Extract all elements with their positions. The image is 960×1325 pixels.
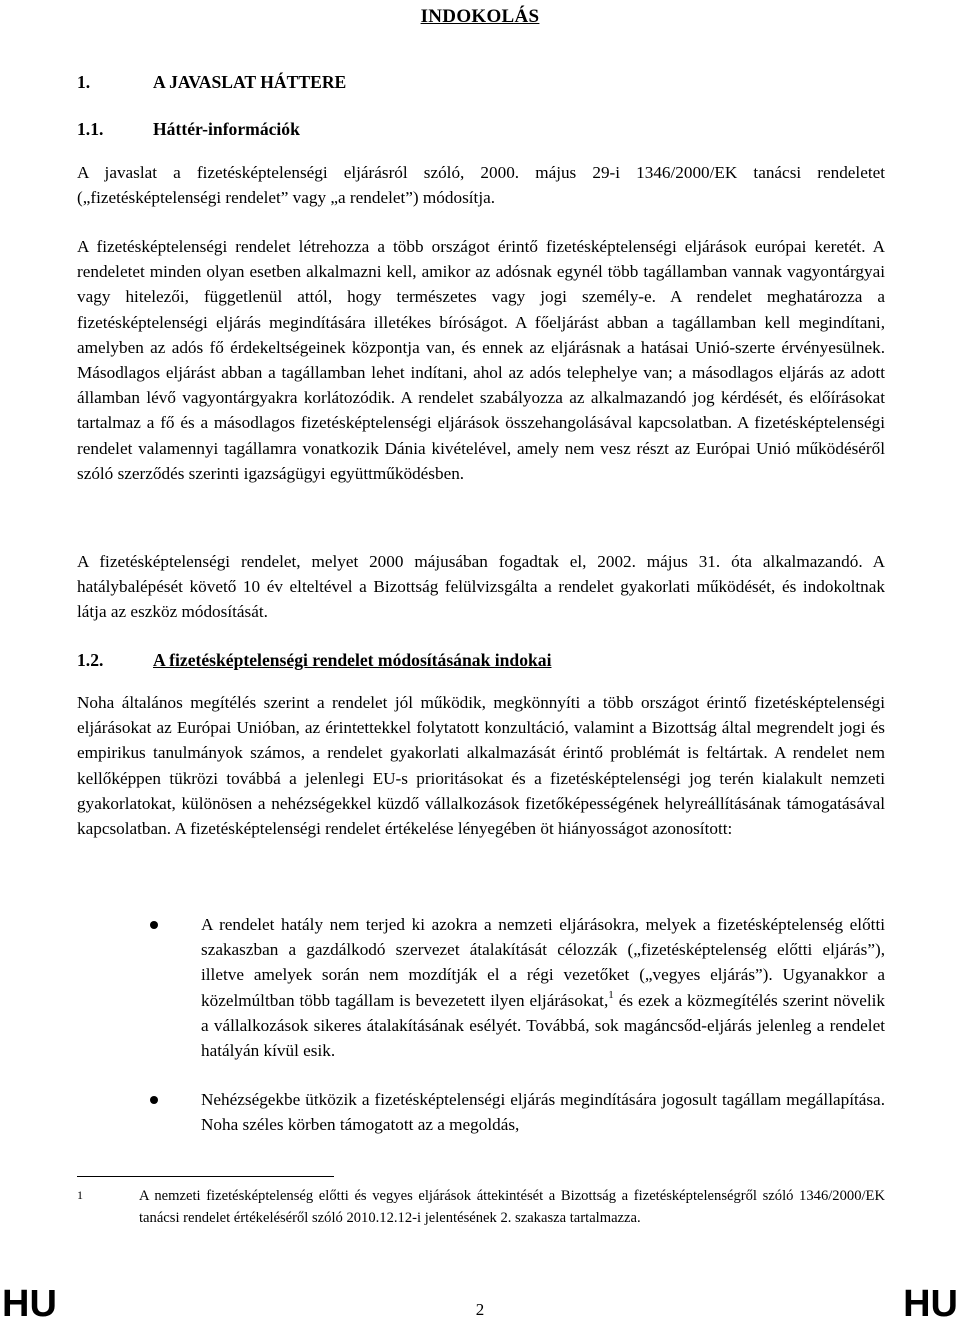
list-item-text: Nehézségekbe ütközik a fizetésképtelenségi eljárás megindítására jogosult tagállam megállapítása. Noha széles körben támogatott az a megoldás, [201, 1090, 885, 1135]
bullet-icon [150, 1096, 158, 1104]
language-code-left: HU [2, 1283, 57, 1325]
background-paragraph-2: A fizetésképtelenségi rendelet létrehozza a több országot érintő fizetésképtelenségi eljárások európai keretét. A rendeletet minden olyan esetben alkalmazni kell, amikor az adósnak egynél több tagállamban vannak vagyontárgyai vagy hitelezői, függetlenül attól, hogy természetes vagy jogi személy-e. A rendelet meghatározza a fizetésképtelenségi eljárás megindítására illetékes bíróságot. A főeljárást abban a tagállamban kell megindítani, amelyben az adós fő érdekeltségeinek központja van, és ennek az eljárásnak a hatásai Unió-szerte érvényesülnek. Másodlagos eljárást abban a tagállamban lehet indítani, ahol az adós telephelye van; a másodlagos eljárás az adott államban lévő vagyontárgyakra korlátozódik. A rendelet szabályozza az alkalmazandó jog kérdését, és előírásokat tartalmaz a fő és a másodlagos fizetésképtelenségi eljárások összehangolásával kapcsolatban. A fizetésképtelenségi rendelet valamennyi tagállamra vonatkozik Dánia kivételével, amely nem vesz részt az Európai Unió működéséről szóló szerződés szerinti igazságügyi együttműködésben. [77, 237, 885, 483]
section-1-heading [77, 70, 887, 95]
language-code-right: HU [903, 1283, 958, 1325]
reasons-intro-paragraph: Noha általános megítélés szerint a rendelet jól működik, megkönnyíti a több országot érintő fizetésképtelenségi eljárásokat az Európai Unióban, az érintettekkel folytatott konzultáció, valamint a Bizottság által megrendelt jogi és empirikus tanulmányok számos, a rendelet gyakorlati alkalmazását érintő problémát is feltártak. A rendelet nem kellőképpen tükrözi továbbá a jelenlegi EU-s prioritásokat és a fizetésképtelenségi jog terén kialakult nemzeti gyakorlatokat, különösen a nehézségekkel küzdő vállalkozások fizetőképességének helyreállításának támogatásával kapcsolatban. A fizetésképtelenségi rendelet értékelése lényegében öt hiányosságot azonosított: [77, 693, 885, 839]
list-item-text-part-2: és ezek a közmegítélés szerint növelik a vállalkozások sikeres átalakításának esélyét. Továbbá, sok magáncsőd-eljárás jelenleg a rendelet hatályán kívül esik. [201, 990, 885, 1061]
section-1-2-number: 1.2. [77, 650, 104, 670]
footnote-number: 1 [77, 1188, 83, 1202]
footnote-reference[interactable]: 1 [608, 988, 614, 1001]
deficiency-list [0, 912, 960, 1138]
section-1-title: A JAVASLAT HÁTTERE [153, 72, 347, 92]
footnote-separator [77, 1176, 334, 1177]
footnote-text: A nemzeti fizetésképtelenség előtti és vegyes eljárások áttekintését a Bizottság a fizetésképtelenségről szóló 1346/2000/EK tanácsi rendelet értékeléséről szóló 2010.12.12-i jelentésének 2. szakasza tartalmazza. [139, 1188, 885, 1226]
background-paragraph-1: A javaslat a fizetésképtelenségi eljárásról szóló, 2000. május 29-i 1346/2000/EK tanácsi rendeletet („fizetésképtelenségi rendelet” vagy „a rendelet”) módosítja. [77, 163, 885, 208]
page-number: 2 [475, 1300, 485, 1319]
section-1-1-heading [77, 117, 887, 142]
section-1-2-title: A fizetésképtelenségi rendelet módosításának indokai [153, 650, 552, 670]
list-item [0, 1087, 960, 1137]
bullet-icon [150, 921, 158, 929]
list-item [0, 912, 960, 1063]
section-1-number: 1. [77, 72, 91, 92]
section-1-2-heading [77, 648, 887, 673]
list-item-text-part-1: A rendelet hatály nem terjed ki azokra a nemzeti eljárásokra, melyek a fizetésképtelenség előtti szakaszban a gazdálkodó szervezet átalakítását célozzák („fizetésképtelenség előtti eljárás”), illetve amelyek során nem mozdítják el a régi vezetőket („vegyes eljárás”). Ugyanakkor a közelmúltban több tagállam is bevezetett ilyen eljárásokat, [201, 915, 885, 1010]
section-1-1-title: Háttér-információk [153, 119, 300, 139]
list-item-text [201, 912, 885, 1063]
section-1-1-number: 1.1. [77, 119, 104, 139]
document-title: INDOKOLÁS [420, 6, 540, 27]
background-paragraph-3: A fizetésképtelenségi rendelet, melyet 2000 májusában fogadtak el, 2002. május 31. óta alkalmazandó. A hatálybalépését követő 10 év elteltével a Bizottság felülvizsgálta a rendelet gyakorlati működését, és indokoltnak látja az eszköz módosítását. [77, 552, 885, 622]
